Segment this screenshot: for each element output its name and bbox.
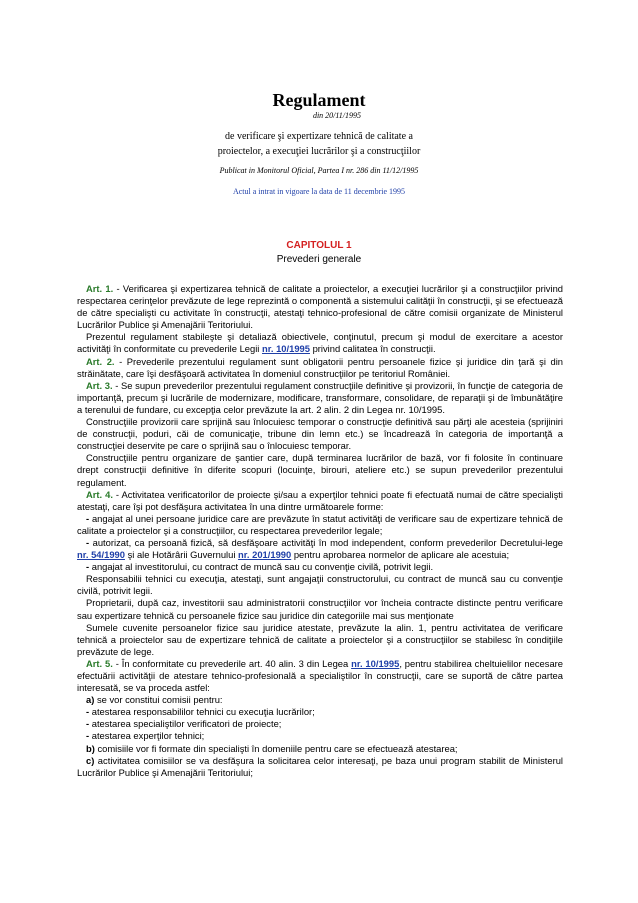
paragraph xyxy=(77,513,563,537)
law-reference-link[interactable]: nr. 201/1990 xyxy=(238,549,292,561)
paragraph-text: atestarea experţilor tehnici; xyxy=(89,730,205,742)
document-date: din 20/11/1995 xyxy=(312,111,362,120)
paragraph xyxy=(77,658,563,694)
paragraph xyxy=(77,743,563,755)
paragraph-text: pentru aprobarea normelor de aplicare ale acestuia; xyxy=(291,549,510,561)
list-marker: - xyxy=(86,730,90,742)
paragraph xyxy=(77,331,563,355)
list-marker: - xyxy=(86,561,90,573)
paragraph xyxy=(77,730,563,742)
document-title: Regulament xyxy=(272,90,366,110)
article-label: Art. 2. xyxy=(86,355,115,367)
paragraph-text: - Activitatea verificatorilor de proiecte şi/sau a experţilor tehnici poate fi efectuată numai de către specialişti atestaţi, care îşi pot desfăşura activitatea în una dintre următoarele forme: xyxy=(77,488,563,512)
paragraph-text: se vor constitui comisii pentru: xyxy=(94,694,223,706)
paragraph xyxy=(77,452,563,488)
paragraph-text: atestarea responsabililor tehnici cu execuţia lucrărilor; xyxy=(89,706,315,718)
article-label: Art. 5. xyxy=(86,657,113,669)
document-body xyxy=(77,283,563,779)
paragraph xyxy=(77,561,563,573)
paragraph-text: Responsabilii tehnici cu execuţia, atestaţi, sunt angajaţii constructorului, cu contract de muncă sau cu convenţie civilă, potrivit legii. xyxy=(77,573,563,597)
paragraph-text: - Verificarea şi expertizarea tehnică de calitate a proiectelor, a execuţiei lucrărilor şi a construcţiilor privind respectarea cerinţelor prevăzute de lege reprezintă o componentă a sistemului calităţii în construcţii, şi se efectuează de către specialişti cu activitate în construcţii, atestaţi tehnico-profesional de către comisii organizate de Ministerul Lucrărilor Publice şi Amenajării Teritoriului. xyxy=(77,283,563,331)
paragraph xyxy=(77,597,563,621)
article-label: Art. 3. xyxy=(86,379,113,391)
paragraph xyxy=(77,489,563,513)
paragraph xyxy=(77,755,563,779)
paragraph-text: Proprietarii, după caz, investitorii sau administratorii construcţiilor vor încheia contracte distincte pentru verificare sau expertizare tehnică cu persoanele fizice sau juridice din categoriile mai sus menţionate xyxy=(77,597,563,621)
paragraph-text: , pentru stabilirea cheltuielilor necesare efectuării activităţii de atestare tehnico-profesională a specialiştilor în construcţii, care se suportă de către partea interesată, se va proceda astfel: xyxy=(77,657,563,694)
list-marker: b) xyxy=(86,742,95,754)
paragraph-text: angajat al unei persoane juridice care are prevăzute în statut activităţi de verificare sau de expertizare tehnică de calitate a proiectelor şi a construcţiilor, cu respectarea prevederilor legale; xyxy=(77,512,563,536)
paragraph-text: angajat al investitorului, cu contract de muncă sau cu convenţie civilă, potrivit legii. xyxy=(89,561,434,573)
document-subtitle-line-2: proiectelor, a execuţiei lucrărilor şi a construcţiilor xyxy=(217,146,421,157)
chapter-title: Prevederi generale xyxy=(276,254,362,265)
in-force-date: Actul a intrat in vigoare la data de 11 decembrie 1995 xyxy=(232,187,406,196)
paragraph xyxy=(77,537,563,561)
list-marker: - xyxy=(86,512,90,524)
law-reference-link[interactable]: nr. 54/1990 xyxy=(77,549,125,561)
paragraph xyxy=(77,416,563,452)
paragraph-text: atestarea specialiştilor verificatori de proiecte; xyxy=(89,718,282,730)
paragraph xyxy=(77,356,563,380)
paragraph-text: Sumele cuvenite persoanelor fizice sau juridice atestate, prevăzute la alin. 1, pentru activitatea de verificare tehnică a proiectelor sau de expertizare tehnică de calitate a proiectelor şi a construcţiilor se stabilesc în condiţiile prevăzute de lege. xyxy=(77,621,563,657)
paragraph-text: Prezentul regulament stabileşte şi detaliază obiectivele, conţinutul, precum şi modul de exercitare a acestor activităţi în conformitate cu prevederile Legii xyxy=(77,331,563,355)
paragraph-text: - Se supun prevederilor prezentului regulament construcţiile definitive şi provizorii, în funcţie de categoria de importanţă, precum şi lucrările de modernizare, modificare, transformare, consolidare, de reparaţii şi de îmbunătăţire a terenului de fundare, cu excepţia celor prevăzute la art. 2 alin. 2 din Legea nr. 10/1995. xyxy=(77,379,564,415)
paragraph xyxy=(77,573,563,597)
paragraph-text: Construcţiile provizorii care sprijină sau înlocuiesc temporar o construcţie definitivă sau părţi ale acesteia (sprijiniri de construcţii, poduri, căi de comunicaţie, tribune din lemn etc.) se încadrează în categoria de importanţă a construcţiei deservite pe care o sprijină sau o înlocuiesc temporar. xyxy=(77,416,563,452)
paragraph xyxy=(77,706,563,718)
law-reference-link[interactable]: nr. 10/1995 xyxy=(351,657,400,669)
paragraph-text: activitatea comisiilor se va desfăşura la solicitarea celor interesaţi, pe baza unui program stabilit de Ministerul Lucrărilor Publice şi Amenajării Teritoriului; xyxy=(77,754,563,778)
paragraph-text: - Prevederile prezentului regulament sunt obligatorii pentru persoanele fizice şi juridice din ţară şi din străinătate, care îşi desfăşoară activitatea în domeniul construcţiilor pe teritoriul României. xyxy=(77,355,563,379)
article-label: Art. 4. xyxy=(86,488,113,500)
paragraph-text: şi ale Hotărârii Guvernului xyxy=(124,549,239,561)
paragraph-text: Construcţiile pentru organizare de şantier care, după terminarea lucrărilor de bază, vor fi folosite în continuare drept construcţii definitive în diferite scopuri (locuinţe, birouri, ateliere etc.) se supun prevederilor prezentului regulament. xyxy=(77,452,563,488)
paragraph xyxy=(77,622,563,658)
paragraph-text: - În conformitate cu prevederile art. 40 alin. 3 din Legea xyxy=(112,657,352,669)
list-marker: a) xyxy=(86,694,95,706)
paragraph xyxy=(77,718,563,730)
publication-info: Publicat in Monitorul Oficial, Partea I nr. 286 din 11/12/1995 xyxy=(219,166,419,175)
paragraph xyxy=(77,380,563,416)
paragraph-text: privind calitatea în construcţii. xyxy=(309,343,436,355)
list-marker: c) xyxy=(86,754,95,766)
document-subtitle-line-1: de verificare şi expertizare tehnică de calitate a xyxy=(225,131,413,142)
paragraph xyxy=(77,283,563,331)
paragraph xyxy=(77,694,563,706)
list-marker: - xyxy=(86,706,90,718)
article-label: Art. 1. xyxy=(86,283,114,294)
paragraph-text: autorizat, ca persoană fizică, să desfăşoare activităţi în mod independent, conform prevederilor Decretului-lege xyxy=(89,536,563,548)
paragraph-text: comisiile vor fi formate din specialişti în domeniile pentru care se efectuează atestarea; xyxy=(94,742,458,754)
chapter-label: CAPITOLUL 1 xyxy=(286,240,352,251)
list-marker: - xyxy=(86,718,90,730)
law-reference-link[interactable]: nr. 10/1995 xyxy=(262,343,310,355)
list-marker: - xyxy=(86,536,90,548)
